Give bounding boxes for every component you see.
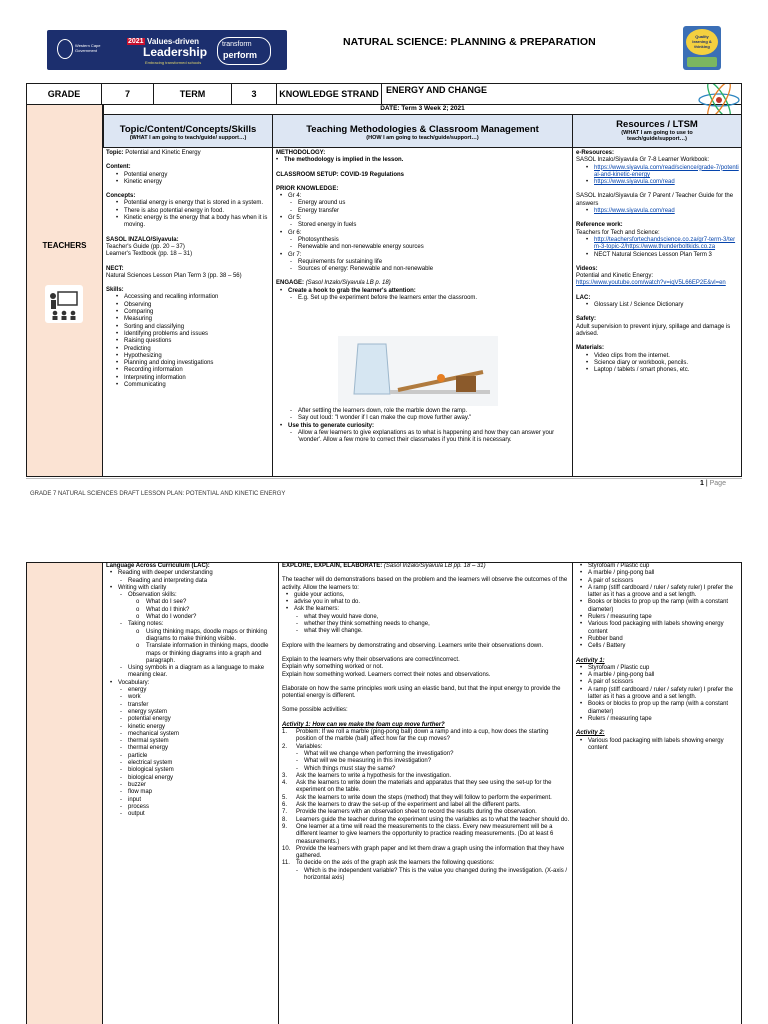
list-item: • Styrofoam / Plastic cup: [580, 563, 740, 570]
list-item: - buzzer: [120, 782, 276, 789]
list-item: - kinetic energy: [120, 724, 276, 731]
lac-full-label: Language Across Curriculum (LAC):: [106, 563, 210, 569]
list-item: • Raising questions: [116, 338, 270, 345]
list-item: • There is also potential energy in food.: [116, 208, 270, 215]
col1-content: Topic: Potential and Kinetic Energy Content: • Potential energy • Kinetic energy Concepts: • Potential energy is energy that is stored in a system. • There is also potential energy in food. • Kinetic energy is the energy that a body has when it is moving. SASOL INZALO/Siyavula: Teacher's Guide (pp. 20 – 37) Learner's Textbook (pp. 18 – 31) NECT: Natural Sciences Lesson Plan Term 3 (pp. 38 – 56) Skills: • Accessing and recalling information • Observing • Comparing • Measuring • Sorting and classifying • Identifying problems and issues • Raising questions • Predicting • Hypothesizing • Planning and doing investigations • Recording information • Interpreting information • Communicating: [106, 150, 270, 389]
step-item: [282, 802, 570, 809]
step-text: Provide the learners with graph paper and let them draw a graph using the information that they have gathered.: [296, 845, 565, 860]
setup-label: CLASSROOM SETUP: COVID-19 Regulations: [276, 171, 405, 178]
step-text: One learner at a time will read the measurements to the class. Every new measurement will be a different learner to give learners the opportunity to practice reading measurements. (Do at least 6 measurements.): [296, 823, 554, 845]
page2-col2-content: EXPLORE, EXPLAIN, ELABORATE: (Sasol Inzalo/Siyavula LB pp. 18 – 31) The teacher will do demonstrations based on the problem and the learners will observe the outcomes of the activity. Allow the learners to: • guide your actions, • advise you in what to do. • Ask the learners: - what they would have done, - whether they think something needs to change, - what they will change. Explore with the learners by demonstrating and observing. Learners write their observations down. Explain to the learners why their observations are correct/incorrect. Explain why something worked or not. Explain how something worked. Learners correct their notes and observations. Elaborate on how the same principles work using an elastic band, but that the input energy to provide the potential energy is different. Some possible activities: Activity 1: How can we make the foam cup move further? 1. Problem: If we roll a marble (ping-pong ball) down a ramp and into a cup, how does the starting position of the marble (ball) affect how far the cup moves? 2. Variables: - What will we change when performing the investigation? - What will we be measuring in this investigation? - Which things must stay the same? 3. Ask the learners to write a hypothesis for the investigation. 4. Ask the learners to write down the materials and apparatus that they see using the set-up for the experiment on the table. 5. Ask the learners to write down the steps (method) that they will follow to perform the experiment. 6. Ask the learners to draw the set-up of the experiment and label all the different parts. 7. Provide the learners with an observation sheet to record the results during the observation. 8. Learners guide the teacher during the experiment using the variables as to what the teacher should do. 9. One learner at a time will read the measurements to the class. Every new measurement will be a different learner to give learners the opportunity to practice reading measurements. (Do at least 6 measurements.) 10. Provide the learners with graph paper and let them draw a graph using the information that they have gathered. 11. To decide on the axis of the graph ask the learners the following questions: - Which is the independent variable? This is the value you changed during the investigation. (X-axis / horizontal axis): [282, 563, 570, 882]
activity1-heading: Activity 1: How can we make the foam cup move further?: [282, 721, 445, 728]
list-item: - input: [120, 797, 276, 804]
list-item: - thermal system: [120, 738, 276, 745]
grade-label: GRADE: [27, 84, 102, 105]
variable-item: - What will we change when performing the investigation?: [296, 751, 570, 758]
list-item: - particle: [120, 753, 276, 760]
step-item: [282, 809, 570, 816]
list-item: • Kinetic energy is the energy that a body has when it is moving.: [116, 215, 270, 230]
list-item: • Recording information: [116, 367, 270, 374]
activity1-label: Activity 1:: [576, 657, 605, 664]
teacher-presentation-icon: [45, 285, 83, 323]
youtube-link[interactable]: https://www.youtube.com/watch?v=iqV5L66EP2E&vl=en: [576, 280, 726, 287]
info-row: [26, 83, 742, 105]
list-item: - energy system: [120, 709, 276, 716]
list-item: - thermal energy: [120, 745, 276, 752]
step-item: [282, 795, 570, 802]
step-item: [282, 729, 570, 744]
engage-label: ENGAGE:: [276, 280, 305, 287]
siyavula-read-link[interactable]: https://www.siyavula.com/read: [594, 179, 675, 186]
activity2-label: Activity 2:: [576, 730, 605, 737]
logo-tagline: Embracing transformed schools: [145, 60, 202, 65]
teachers-tech-link[interactable]: http://teachersfortechandscience.co.za/gr7-term-3/term-3-topic-2/https://www.thunderboltkids.co.za: [594, 236, 736, 251]
list-item: • Books or blocks to prop up the ramp (with a constant diameter): [580, 701, 740, 716]
videos-label: Videos:: [576, 265, 598, 272]
wcg-crest-icon: [57, 39, 73, 59]
step-text: Ask the learners to draw the set-up of the experiment and label all the different parts.: [296, 802, 521, 809]
list-item: • A pair of scissors: [580, 578, 740, 585]
list-item: - work: [120, 694, 276, 701]
prior-label: PRIOR KNOWLEDGE:: [276, 185, 339, 192]
step-number: 7.: [282, 809, 288, 816]
date-row: [103, 104, 742, 115]
concepts-label: Concepts:: [106, 193, 136, 200]
explore-label: EXPLORE, EXPLAIN, ELABORATE:: [282, 563, 383, 569]
list-item: • Cells / Battery: [580, 643, 740, 650]
step-number: 5.: [282, 794, 288, 801]
term-label: TERM: [154, 84, 232, 105]
lac-label: LAC:: [576, 294, 591, 301]
teachers-cell: [26, 104, 103, 477]
list-item: - mechanical system: [120, 731, 276, 738]
footer-rule: [26, 478, 742, 479]
step-text: Variables:: [296, 743, 323, 750]
steps-list: [282, 729, 570, 882]
list-item: • Potential energy: [116, 172, 270, 179]
date-text: DATE: Term 3 Week 2; 2021: [380, 105, 465, 112]
list-item: - potential energy: [120, 716, 276, 723]
ramp-experiment-illustration: [338, 336, 498, 406]
grade-value: 7: [102, 84, 154, 105]
activity1-list: [576, 665, 740, 723]
strand-value: ENERGY AND CHANGE: [382, 84, 742, 105]
step-number: 3.: [282, 772, 288, 779]
content-label: Content:: [106, 164, 131, 171]
list-item: - biological energy: [120, 775, 276, 782]
list-item: • A ramp (stiff cardboard / ruler / safety ruler) I prefer the latter as it has a groove and a set length.: [580, 585, 740, 600]
list-item: • Communicating: [116, 382, 270, 389]
col2-content-lower: - After settling the learners down, role the marble down the ramp. - Say out loud: "I wonder if I can make the cup move further away." • Use this to generate curiosity: - Allow a few learners to give explanations as to what is happening and how they can answer your 'wonder'. Allow a few more to correct their classmates if you think it is necessary.: [276, 408, 570, 444]
list-item: • Various food packaging with labels showing energy content: [580, 738, 740, 753]
vocab-list: [106, 687, 276, 818]
step-text: To decide on the axis of the graph ask the learners the following questions:: [296, 860, 495, 867]
methodology-label: METHODOLOGY:: [276, 150, 326, 156]
list-item: • Rulers / measuring tape: [580, 614, 740, 621]
list-item: • Potential energy is energy that is stored in a system.: [116, 200, 270, 207]
col-header-resources: Resources / LTSM (WHAT I am going to use to teach/guide/support…): [573, 115, 742, 148]
page2-col1-content: Language Across Curriculum (LAC): • Reading with deeper understanding - Reading and interpreting data • Writing with clarity - Observation skills: o What do I see? o What do I think? o What do I wonder? - Taking notes: o Using thinking maps, doodle maps or thinking diagrams to make thinking visible. o Translate information in thinking maps, doodle maps or thinking diagrams into a graph and paragraph. - Using symbols in a diagram as a language to make meaning clear. • Vocabulary: - energy - work - transfer - energy system - potential energy - kinetic energy - mechanical system - thermal system - thermal energy - particle - electrical system - biological system - biological energy - buzzer - flow map - input - process - output: [106, 563, 276, 818]
materials-label: Materials:: [576, 345, 605, 352]
logo-year: 2021: [128, 38, 144, 45]
list-item: • A marble / ping-pong ball: [580, 672, 740, 679]
header-logo-banner: [47, 30, 287, 70]
step-item: [282, 744, 570, 751]
list-item: - electrical system: [120, 760, 276, 767]
step-item: [282, 817, 570, 824]
logo-values: Values-driven: [147, 37, 200, 46]
step-item: [282, 824, 570, 846]
list-item: • Hypothesizing: [116, 353, 270, 360]
quality-learning-badge: Quality learning & thinking: [683, 26, 721, 70]
variable-item: - Which things must stay the same?: [296, 766, 570, 773]
step-item: [282, 780, 570, 795]
safety-label: Safety:: [576, 316, 597, 323]
col-header-method: Teaching Methodologies & Classroom Management (HOW I am going to teach/guide/support…): [273, 115, 573, 148]
list-item: - flow map: [120, 789, 276, 796]
list-item: • Interpreting information: [116, 375, 270, 382]
step-number: 1.: [282, 729, 288, 736]
step-item: [282, 773, 570, 780]
list-item: • Rulers / measuring tape: [580, 716, 740, 723]
list-item: • Observing: [116, 302, 270, 309]
list-item: • A marble / ping-pong ball: [580, 570, 740, 577]
list-item: • A pair of scissors: [580, 679, 740, 686]
page-number: 1 | Page: [700, 480, 726, 487]
sasol-label: SASOL INZALO/Siyavula:: [106, 236, 179, 243]
page-title: NATURAL SCIENCE: PLANNING & PREPARATION: [343, 36, 596, 48]
list-item: • Comparing: [116, 309, 270, 316]
list-item: • A ramp (stiff cardboard / ruler / safety ruler) I prefer the latter as it has a groove and a set length.: [580, 687, 740, 702]
list-item: • Styrofoam / Plastic cup: [580, 665, 740, 672]
eresources-label: e-Resources:: [576, 150, 615, 156]
step-item: [282, 846, 570, 861]
activity2-list: [576, 738, 740, 753]
step-number: 6.: [282, 802, 288, 809]
col-header-topic: Topic/Content/Concepts/Skills (WHAT I am going to teach/guide/ support…): [103, 115, 273, 148]
list-item: • Identifying problems and issues: [116, 331, 270, 338]
step-text: Ask the learners to write down the materials and apparatus that they see using the set-up for the experiment on the table.: [296, 780, 552, 794]
badge-people-icon: [687, 57, 717, 67]
list-item: • Accessing and recalling information: [116, 294, 270, 301]
axis-question: - Which is the independent variable? This is the value you changed during the investigation. (X-axis / horizontal axis): [296, 868, 570, 883]
step-number: 9.: [282, 823, 288, 830]
logo-dept-text: Western Cape Government: [75, 43, 101, 53]
reference-label: Reference work:: [576, 222, 623, 229]
logo-leadership: Leadership: [143, 45, 208, 59]
list-item: - process: [120, 804, 276, 811]
transform-perform-logo: transform perform: [217, 37, 271, 65]
step-number: 11.: [282, 860, 290, 867]
list-item: • Measuring: [116, 316, 270, 323]
step-text: Problem: If we roll a marble (ping-pong ball) down a ramp and into a cup, how does the starting position of the marble (ball) affect how far the cup moves?: [296, 729, 549, 743]
list-item: - output: [120, 811, 276, 818]
list-item: • Various food packaging with labels showing energy content: [580, 621, 740, 636]
step-text: Provide the learners with an observation sheet to record the results during the observation.: [296, 809, 537, 816]
step-text: Ask the learners to write a hypothesis for the investigation.: [296, 772, 452, 779]
teachers-label: TEACHERS: [42, 241, 87, 250]
step-text: Learners guide the teacher during the experiment using the variables as to what the teacher should do.: [296, 816, 570, 823]
list-item: - biological system: [120, 767, 276, 774]
list-item: • Kinetic energy: [116, 179, 270, 186]
list-item: • Planning and doing investigations: [116, 360, 270, 367]
list-item: - energy: [120, 687, 276, 694]
materials-list: [576, 563, 740, 651]
strand-label: KNOWLEDGE STRAND: [277, 84, 382, 105]
footer-caption: GRADE 7 NATURAL SCIENCES DRAFT LESSON PLAN: POTENTIAL AND KINETIC ENERGY: [30, 491, 286, 497]
list-item: • Sorting and classifying: [116, 324, 270, 331]
col3-content: e-Resources: SASOL Inzalo/Siyavula Gr 7-8 Learner Workbook: • https://www.siyavula.com/read/science/grade-7/potential-and-kinetic-energy • https://www.siyavula.com/read SASOL Inzalo/Siyavula Gr 7 Parent / Teacher Guide for the answers • https://www.siyavula.com/read Reference work: Teachers for Tech and Science: • http://teachersfortechandscience.co.za/gr7-term-3/term-3-topic-2/https://www.thunderboltkids.co.za • NECT Natural Sciences Lesson Plan Term 3 Videos: Potential and Kinetic Energy: https://www.youtube.com/watch?v=iqV5L66EP2E&vl=en LAC: • Glossary List / Science Dictionary Safety: Adult supervision to prevent injury, spillage and damage is advised. Materials: • Video clips from the internet. • Science diary or workbook, pencils. • Laptop / tablets / smart phones, etc.: [576, 150, 740, 374]
siyavula-link[interactable]: https://www.siyavula.com/read/science/grade-7/potential-and-kinetic-energy: [594, 164, 739, 178]
parent-guide-link[interactable]: https://www.siyavula.com/read: [594, 208, 675, 215]
list-item: • Predicting: [116, 346, 270, 353]
page2-left-empty: [26, 562, 103, 1024]
skills-list: [106, 294, 270, 389]
term-value: 3: [232, 84, 277, 105]
step-number: 8.: [282, 816, 288, 823]
step-item: [282, 860, 570, 867]
step-number: 2.: [282, 743, 288, 750]
step-number: 10.: [282, 845, 291, 852]
nect-label: NECT:: [106, 265, 124, 272]
list-item: • Books or blocks to prop up the ramp (with a constant diameter): [580, 599, 740, 614]
variable-item: - What will we be measuring in this investigation?: [296, 758, 570, 765]
step-text: Ask the learners to write down the steps (method) that they will follow to perform the experiment.: [296, 794, 552, 801]
col2-content: METHODOLOGY: • The methodology is implied in the lesson. CLASSROOM SETUP: COVID-19 Regulations PRIOR KNOWLEDGE: • Gr 4: - Energy around us - Energy transfer • Gr 5: - Stored energy in fuels • Gr 6: - Photosynthesis - Renewable and non-renewable energy sources • Gr 7: - Requirements for sustaining life - Sources of energy: Renewable and non-renewable ENGAGE: (Sasol Inzalo/Siyavula LB p. 18) • Create a hook to grab the learner's attention: - E.g. Set up the experiment before the learners enter the classroom.: [276, 150, 570, 302]
step-number: 4.: [282, 780, 288, 787]
page2-col3-content: [576, 563, 740, 752]
skills-label: Skills:: [106, 287, 124, 294]
list-item: • Rubber band: [580, 636, 740, 643]
list-item: - transfer: [120, 702, 276, 709]
